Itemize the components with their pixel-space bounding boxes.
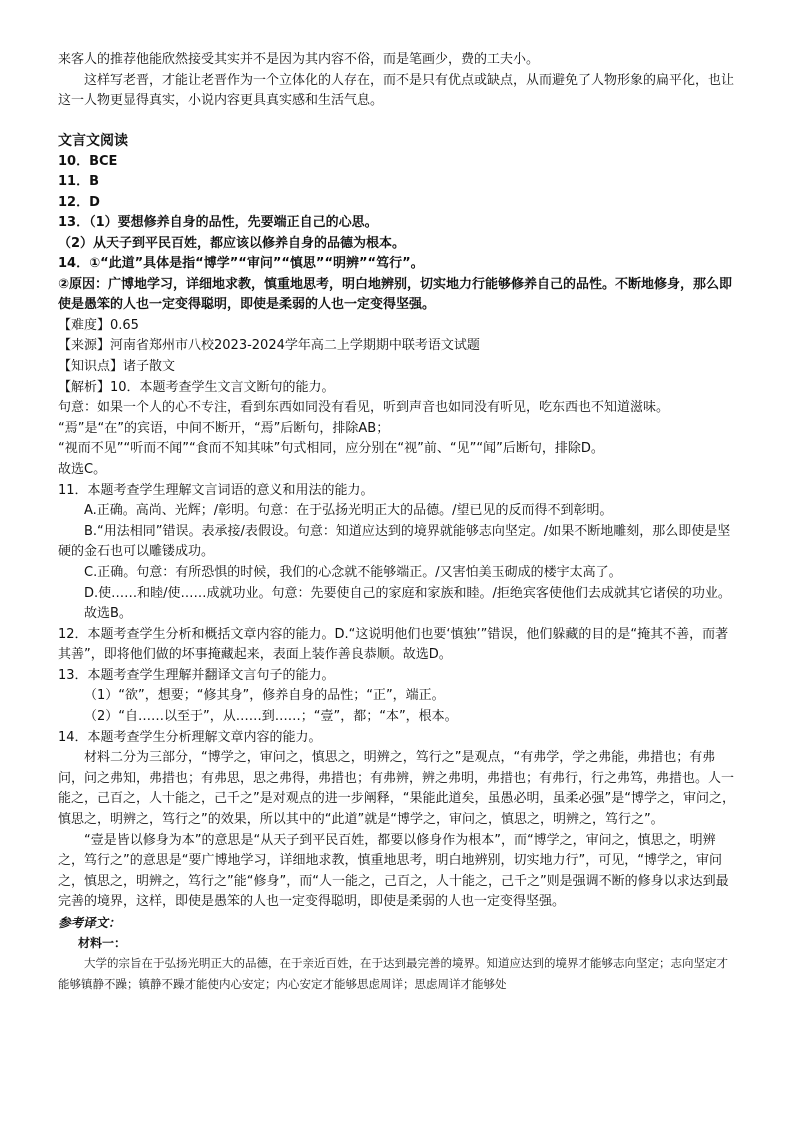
- analysis-paragraph: 故选C。: [58, 461, 107, 477]
- analysis-paragraph: 12．本题考查学生分析和概括文章内容的能力。D.“这说明他们也要‘慎独’”错误，他们躲藏的目的是“掩其不善，而著其善”，即将他们做的坏事掩藏起来，表面上装作善良恭顺。故选D。: [58, 626, 729, 663]
- analysis-paragraph: C.正确。句意：有所恐惧的时候，我们的心念就不能够端正。/又害怕美玉砌成的楼宇太高了。: [84, 564, 622, 580]
- difficulty: 【难度】0.65: [58, 317, 139, 333]
- analysis-paragraph: 11．本题考查学生理解文言词语的意义和用法的能力。: [58, 482, 374, 498]
- source: 【来源】河南省郑州市八校2023-2024学年高二上学期期中联考语文试题: [58, 338, 480, 354]
- analysis-paragraph: 材料二分为三部分，“博学之，审问之，慎思之，明辨之，笃行之”是观点，“有弗学，学之弗能，弗措也；有弗问，问之弗知，弗措也；有弗思，思之弗得，弗措也；有弗辨，辨之弗明，弗措也；有弗行，行之弗笃，弗措也。人一能之，己百之，人十能之，己千之”是对观点的进一步阐释，“果能此道矣，虽愚必明，虽柔必强”是“博学之，审问之，慎思之，明辨之，笃行之”的效果，所以其中的“此道”就是“博学之，审问之，慎思之，明辨之，笃行之”。: [58, 750, 735, 828]
- answer-11: 11．B: [58, 174, 99, 190]
- analysis-paragraph: 【解析】10．本题考查学生文言文断句的能力。: [58, 379, 335, 395]
- section-title: 文言文阅读: [58, 132, 128, 149]
- answer-13-1: 13．（1）要想修养自身的品性，先要端正自己的心思。: [58, 215, 378, 231]
- analysis-paragraph: B.“用法相同”错误。表承接/表假设。句意：知道应达到的境界就能够志向坚定。/如果不断地雕刻，那么即使是坚硬的金石也可以雕镂成功。: [58, 523, 731, 560]
- analysis-paragraph: “视而不见”“听而不闻”“食而不知其味”句式相同，应分别在“视”前、“见”“闻”后断句，排除D。: [58, 441, 604, 457]
- spacer: [58, 112, 738, 130]
- knowledge-point: 【知识点】诸子散文: [58, 358, 176, 374]
- material-one-title: 材料一：: [78, 936, 127, 950]
- analysis-paragraph: （1）“欲”，想要；“修其身”，修养自身的品性；“正”，端正。: [84, 688, 445, 704]
- translation-text: 大学的宗旨在于弘扬光明正大的品德，在于亲近百姓，在于达到最完善的境界。知道应达到的境界才能够志向坚定；志向坚定才能够镇静不躁；镇静不躁才能使内心安定；内心安定才能够思虑周详；思虑周详才能够处: [58, 956, 728, 991]
- analysis-paragraph: 13．本题考查学生理解并翻译文言句子的能力。: [58, 667, 335, 683]
- reference-title: 参考译文：: [58, 915, 121, 930]
- analysis-paragraph: 故选B。: [84, 606, 132, 622]
- intro-paragraph-1: 来客人的推荐他能欣然接受其实并不是因为其内容不俗，而是笔画少，费的工夫小。: [58, 52, 540, 67]
- analysis-paragraph: 句意：如果一个人的心不专注，看到东西如同没有看见，听到声音也如同没有听见，吃东西也不知道滋味。: [58, 400, 670, 416]
- answer-14-1: 14．①“此道”具体是指“博学”“审问”“慎思”“明辨”“笃行”。: [58, 256, 424, 272]
- analysis-paragraph: A.正确。高尚、光辉；/彰明。句意：在于弘扬光明正大的品德。/望已见的反而得不到彰明。: [84, 503, 613, 519]
- answer-13-2: （2）从天子到平民百姓，都应该以修养自身的品德为根本。: [58, 235, 406, 251]
- answer-10: 10．BCE: [58, 153, 118, 169]
- answer-14-2: ②原因：广博地学习，详细地求教，慎重地思考，明白地辨别，切实地力行能够修养自己的品性。不断地修身，那么即使是愚笨的人也一定变得聪明，即使是柔弱的人也一定变得坚强。: [58, 276, 733, 313]
- analysis-paragraph: 14．本题考查学生分析理解文章内容的能力。: [58, 729, 322, 745]
- document-page: [58, 50, 738, 995]
- analysis-paragraph: “焉”是“在”的宾语，中间不断开，“焉”后断句，排除AB；: [58, 420, 390, 436]
- analysis-paragraph: “壹是皆以修身为本”的意思是“从天子到平民百姓，都要以修身作为根本”，而“博学之，审问之，慎思之，明辨之，笃行之”的意思是“要广博地学习，详细地求教，慎重地思考，明白地辨别，切实地力行”，可见，“博学之，审问之，慎思之，明辨之，笃行之”能“修身”，而“人一能之，己百之，人十能之，己千之”则是强调不断的修身以求达到最完善的境界，这样，即使是愚笨的人也一定变得聪明，即使是柔弱的人也一定变得坚强。: [58, 832, 729, 910]
- answer-list: [58, 152, 738, 316]
- analysis-paragraph: （2）“自……以至于”，从……到……；“壹”，都；“本”，根本。: [84, 709, 458, 725]
- analysis-section: [58, 378, 738, 913]
- answer-12: 12．D: [58, 194, 100, 210]
- intro-paragraph-2: 这样写老晋，才能让老晋作为一个立体化的人存在，而不是只有优点或缺点，从而避免了人物形象的扁平化，也让这一人物更显得真实，小说内容更具真实感和生活气息。: [58, 72, 735, 109]
- analysis-paragraph: D.使……和睦/使……成就功业。句意：先要使自己的家庭和家族和睦。/拒绝宾客使他们去成就其它诸侯的功业。: [84, 585, 731, 601]
